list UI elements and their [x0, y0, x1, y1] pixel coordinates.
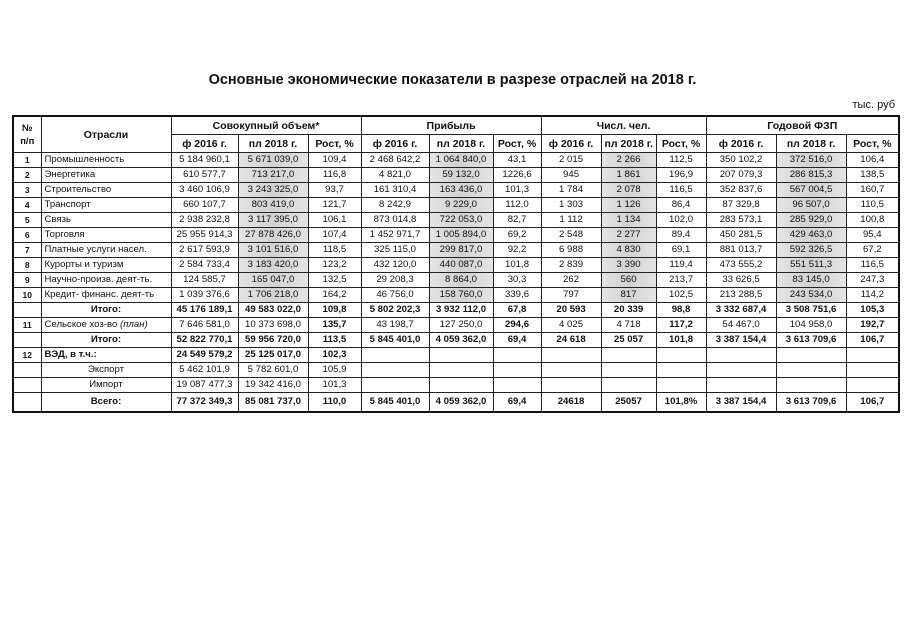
row-number: 8 [13, 258, 41, 273]
value-cell: 109,8 [308, 303, 361, 318]
value-cell: 69,2 [493, 228, 541, 243]
value-cell: 4 718 [601, 318, 656, 333]
sector-label: Транспорт [44, 199, 91, 210]
value-cell: 4 821,0 [361, 168, 429, 183]
value-cell: 1 303 [541, 198, 601, 213]
value-cell: 104 958,0 [776, 318, 846, 333]
value-cell [776, 348, 846, 363]
sector-name [41, 363, 171, 378]
value-cell: 101,3 [308, 378, 361, 393]
value-cell: 46 756,0 [361, 288, 429, 303]
table-row [13, 168, 899, 183]
value-cell: 3 932 112,0 [429, 303, 493, 318]
value-cell: 116,5 [846, 258, 899, 273]
value-cell: 5 462 101,9 [171, 363, 238, 378]
value-cell: 43 198,7 [361, 318, 429, 333]
value-cell: 52 822 770,1 [171, 333, 238, 348]
value-cell: 163 436,0 [429, 183, 493, 198]
sector-name [41, 348, 171, 363]
sector-label: Промышленность [44, 154, 125, 165]
value-cell: 118,5 [308, 243, 361, 258]
value-cell: 85 081 737,0 [238, 393, 308, 413]
sector-name [41, 378, 171, 393]
value-cell [656, 348, 706, 363]
subheader-growth: Рост, % [846, 135, 899, 153]
value-cell: 5 782 601,0 [238, 363, 308, 378]
value-cell: 2 468 642,2 [361, 153, 429, 168]
value-cell: 25057 [601, 393, 656, 413]
value-cell: 3 387 154,4 [706, 393, 776, 413]
value-cell: 5 184 960,1 [171, 153, 238, 168]
value-cell: 817 [601, 288, 656, 303]
value-cell [656, 378, 706, 393]
value-cell: 158 760,0 [429, 288, 493, 303]
table-row [13, 318, 899, 333]
table-row [13, 183, 899, 198]
value-cell: 106,7 [846, 393, 899, 413]
value-cell: 2 015 [541, 153, 601, 168]
value-cell [429, 378, 493, 393]
value-cell: 3 460 106,9 [171, 183, 238, 198]
units-label: тыс. руб [852, 99, 895, 111]
value-cell: 286 815,3 [776, 168, 846, 183]
value-cell: 20 593 [541, 303, 601, 318]
value-cell: 610 577,7 [171, 168, 238, 183]
table-body [13, 153, 899, 413]
value-cell: 25 125 017,0 [238, 348, 308, 363]
value-cell [541, 348, 601, 363]
sector-name [41, 168, 171, 183]
value-cell: 722 053,0 [429, 213, 493, 228]
value-cell: 19 087 477,3 [171, 378, 238, 393]
table-row [13, 363, 899, 378]
value-cell: 117,2 [656, 318, 706, 333]
value-cell: 29 208,3 [361, 273, 429, 288]
value-cell [601, 363, 656, 378]
indicators-table [12, 115, 900, 413]
value-cell: 803 419,0 [238, 198, 308, 213]
value-cell: 3 101 516,0 [238, 243, 308, 258]
sector-name [41, 288, 171, 303]
value-cell: 5 671 039,0 [238, 153, 308, 168]
value-cell: 432 120,0 [361, 258, 429, 273]
document-title: Основные экономические показатели в разрезе отраслей на 2018 г. [208, 72, 697, 88]
value-cell: 69,1 [656, 243, 706, 258]
sector-label: Итого: [90, 304, 122, 315]
value-cell [846, 363, 899, 378]
sector-name [41, 213, 171, 228]
value-cell: 3 613 709,6 [776, 393, 846, 413]
value-cell: 299 817,0 [429, 243, 493, 258]
value-cell [361, 363, 429, 378]
value-cell [776, 363, 846, 378]
sector-label: Всего: [90, 396, 122, 407]
value-cell: 69,4 [493, 393, 541, 413]
value-cell: 6 988 [541, 243, 601, 258]
sector-label: Научно-произв. деят-ть. [44, 274, 153, 285]
value-cell: 67,8 [493, 303, 541, 318]
value-cell: 352 837,6 [706, 183, 776, 198]
value-cell: 4 059 362,0 [429, 333, 493, 348]
value-cell: 127 250,0 [429, 318, 493, 333]
value-cell: 112,0 [493, 198, 541, 213]
value-cell: 82,7 [493, 213, 541, 228]
value-cell: 160,7 [846, 183, 899, 198]
value-cell: 138,5 [846, 168, 899, 183]
value-cell: 116,5 [656, 183, 706, 198]
header-num: № п/п [13, 116, 41, 153]
row-number: 1 [13, 153, 41, 168]
value-cell: 25 057 [601, 333, 656, 348]
header-group-payroll: Годовой ФЗП [706, 116, 899, 135]
row-number: 2 [13, 168, 41, 183]
header-group-profit: Прибыль [361, 116, 541, 135]
value-cell: 4 059 362,0 [429, 393, 493, 413]
value-cell: 7 646 581,0 [171, 318, 238, 333]
row-number [13, 363, 41, 378]
sector-name [41, 243, 171, 258]
subheader-plan-2018: пл 2018 г. [429, 135, 493, 153]
value-cell [429, 363, 493, 378]
value-cell: 92,2 [493, 243, 541, 258]
value-cell: 121,7 [308, 198, 361, 213]
value-cell: 165 047,0 [238, 273, 308, 288]
value-cell: 116,8 [308, 168, 361, 183]
sector-name [41, 333, 171, 348]
value-cell: 161 310,4 [361, 183, 429, 198]
value-cell: 24 549 579,2 [171, 348, 238, 363]
value-cell: 25 955 914,3 [171, 228, 238, 243]
row-number: 4 [13, 198, 41, 213]
subheader-plan-2018: пл 2018 г. [776, 135, 846, 153]
header-group-volume: Совокупный объем* [171, 116, 361, 135]
value-cell: 106,1 [308, 213, 361, 228]
value-cell: 3 508 751,6 [776, 303, 846, 318]
value-cell: 797 [541, 288, 601, 303]
value-cell: 106,4 [846, 153, 899, 168]
value-cell: 105,3 [846, 303, 899, 318]
sector-name [41, 198, 171, 213]
table-row [13, 213, 899, 228]
sector-name [41, 228, 171, 243]
value-cell: 2 277 [601, 228, 656, 243]
value-cell: 1226,6 [493, 168, 541, 183]
value-cell [361, 348, 429, 363]
sector-name [41, 273, 171, 288]
value-cell: 110,5 [846, 198, 899, 213]
value-cell [706, 363, 776, 378]
value-cell: 49 583 022,0 [238, 303, 308, 318]
value-cell [601, 378, 656, 393]
value-cell [541, 378, 601, 393]
value-cell: 567 004,5 [776, 183, 846, 198]
value-cell [846, 348, 899, 363]
value-cell: 560 [601, 273, 656, 288]
sector-label: Платные услуги насел. [44, 244, 147, 255]
row-number: 11 [13, 318, 41, 333]
sector-name [41, 153, 171, 168]
sector-label: ВЭД, в т.ч.: [44, 349, 97, 360]
value-cell: 1 706 218,0 [238, 288, 308, 303]
value-cell: 59 132,0 [429, 168, 493, 183]
value-cell [656, 363, 706, 378]
sector-note: (план) [120, 319, 148, 330]
value-cell: 1 005 894,0 [429, 228, 493, 243]
value-cell: 213 288,5 [706, 288, 776, 303]
table-row [13, 258, 899, 273]
sector-name [41, 393, 171, 413]
value-cell: 33 626,5 [706, 273, 776, 288]
value-cell: 3 117 395,0 [238, 213, 308, 228]
value-cell: 1 134 [601, 213, 656, 228]
row-number: 7 [13, 243, 41, 258]
value-cell: 20 339 [601, 303, 656, 318]
value-cell: 592 326,5 [776, 243, 846, 258]
value-cell: 551 511,3 [776, 258, 846, 273]
value-cell: 101,8% [656, 393, 706, 413]
value-cell: 67,2 [846, 243, 899, 258]
value-cell: 83 145,0 [776, 273, 846, 288]
value-cell: 8 864,0 [429, 273, 493, 288]
value-cell: 473 555,2 [706, 258, 776, 273]
table-row [13, 393, 899, 413]
value-cell: 294,6 [493, 318, 541, 333]
row-number: 3 [13, 183, 41, 198]
value-cell: 283 573,1 [706, 213, 776, 228]
value-cell: 1 039 376,6 [171, 288, 238, 303]
value-cell: 196,9 [656, 168, 706, 183]
sector-name [41, 303, 171, 318]
value-cell: 24 618 [541, 333, 601, 348]
value-cell: 350 102,2 [706, 153, 776, 168]
value-cell: 5 845 401,0 [361, 333, 429, 348]
value-cell: 372 516,0 [776, 153, 846, 168]
value-cell: 2 617 593,9 [171, 243, 238, 258]
row-number: 10 [13, 288, 41, 303]
value-cell: 3 387 154,4 [706, 333, 776, 348]
value-cell: 713 217,0 [238, 168, 308, 183]
value-cell: 109,4 [308, 153, 361, 168]
value-cell: 2 584 733,4 [171, 258, 238, 273]
value-cell: 9 229,0 [429, 198, 493, 213]
value-cell: 96 507,0 [776, 198, 846, 213]
value-cell [429, 348, 493, 363]
value-cell: 27 878 426,0 [238, 228, 308, 243]
row-number: 6 [13, 228, 41, 243]
value-cell: 1 064 840,0 [429, 153, 493, 168]
table-row [13, 273, 899, 288]
value-cell: 93,7 [308, 183, 361, 198]
sector-label: Строительство [44, 184, 112, 195]
sector-label: Итого: [90, 334, 122, 345]
value-cell [776, 378, 846, 393]
row-number [13, 378, 41, 393]
value-cell: 3 332 687,4 [706, 303, 776, 318]
value-cell: 873 014,8 [361, 213, 429, 228]
value-cell: 114,2 [846, 288, 899, 303]
value-cell: 3 613 709,6 [776, 333, 846, 348]
value-cell: 69,4 [493, 333, 541, 348]
value-cell: 1 126 [601, 198, 656, 213]
value-cell: 339,6 [493, 288, 541, 303]
value-cell: 119,4 [656, 258, 706, 273]
value-cell: 54 467,0 [706, 318, 776, 333]
value-cell: 110,0 [308, 393, 361, 413]
value-cell [601, 348, 656, 363]
subheader-fact-2016: ф 2016 г. [361, 135, 429, 153]
value-cell: 100,8 [846, 213, 899, 228]
value-cell [493, 378, 541, 393]
value-cell: 1 452 971,7 [361, 228, 429, 243]
value-cell [361, 378, 429, 393]
value-cell: 2 266 [601, 153, 656, 168]
value-cell: 243 534,0 [776, 288, 846, 303]
value-cell: 101,8 [493, 258, 541, 273]
subheader-fact-2016: ф 2016 г. [171, 135, 238, 153]
sector-label: Торговля [44, 229, 85, 240]
value-cell: 132,5 [308, 273, 361, 288]
value-cell: 107,4 [308, 228, 361, 243]
value-cell: 3 183 420,0 [238, 258, 308, 273]
value-cell: 164,2 [308, 288, 361, 303]
table-row [13, 303, 899, 318]
value-cell: 43,1 [493, 153, 541, 168]
value-cell: 213,7 [656, 273, 706, 288]
value-cell: 123,2 [308, 258, 361, 273]
header-sector: Отрасли [41, 116, 171, 153]
value-cell: 5 802 202,3 [361, 303, 429, 318]
subheader-growth: Рост, % [308, 135, 361, 153]
subheader-plan-2018: пл 2018 г. [601, 135, 656, 153]
value-cell [541, 363, 601, 378]
row-number: 5 [13, 213, 41, 228]
row-number: 12 [13, 348, 41, 363]
value-cell [706, 348, 776, 363]
value-cell: 945 [541, 168, 601, 183]
value-cell: 3 243 325,0 [238, 183, 308, 198]
table-row [13, 153, 899, 168]
value-cell: 112,5 [656, 153, 706, 168]
value-cell: 45 176 189,1 [171, 303, 238, 318]
sector-label: Курорты и туризм [44, 259, 124, 270]
sector-label: Импорт [89, 379, 123, 390]
value-cell [493, 363, 541, 378]
value-cell: 101,8 [656, 333, 706, 348]
value-cell: 1 784 [541, 183, 601, 198]
value-cell: 4 830 [601, 243, 656, 258]
value-cell: 4 025 [541, 318, 601, 333]
subheader-plan-2018: пл 2018 г. [238, 135, 308, 153]
value-cell: 102,5 [656, 288, 706, 303]
value-cell: 325 115,0 [361, 243, 429, 258]
table-row [13, 378, 899, 393]
value-cell: 102,3 [308, 348, 361, 363]
header-row-groups [13, 116, 899, 135]
value-cell: 881 013,7 [706, 243, 776, 258]
table-row [13, 348, 899, 363]
sector-label: Кредит- финанс. деят-ть [44, 289, 155, 300]
value-cell: 440 087,0 [429, 258, 493, 273]
value-cell: 113,5 [308, 333, 361, 348]
row-number [13, 303, 41, 318]
header-group-headcount: Числ. чел. [541, 116, 706, 135]
value-cell: 1 112 [541, 213, 601, 228]
value-cell: 1 861 [601, 168, 656, 183]
table-row [13, 228, 899, 243]
sector-name [41, 183, 171, 198]
table-row [13, 243, 899, 258]
subheader-growth: Рост, % [656, 135, 706, 153]
value-cell: 8 242,9 [361, 198, 429, 213]
sector-label: Энергетика [44, 169, 96, 180]
value-cell: 285 929,0 [776, 213, 846, 228]
value-cell: 247,3 [846, 273, 899, 288]
value-cell: 2 938 232,8 [171, 213, 238, 228]
value-cell: 86,4 [656, 198, 706, 213]
value-cell: 207 079,3 [706, 168, 776, 183]
value-cell: 262 [541, 273, 601, 288]
value-cell: 89,4 [656, 228, 706, 243]
value-cell: 429 463,0 [776, 228, 846, 243]
value-cell: 192,7 [846, 318, 899, 333]
value-cell: 59 956 720,0 [238, 333, 308, 348]
subheader-fact-2016: ф 2016 г. [541, 135, 601, 153]
value-cell [706, 378, 776, 393]
sector-name [41, 258, 171, 273]
value-cell [493, 348, 541, 363]
sector-label: Экспорт [87, 364, 125, 375]
value-cell: 102,0 [656, 213, 706, 228]
subheader-growth: Рост, % [493, 135, 541, 153]
subheader-fact-2016: ф 2016 г. [706, 135, 776, 153]
value-cell: 87 329,8 [706, 198, 776, 213]
value-cell: 101,3 [493, 183, 541, 198]
value-cell: 5 845 401,0 [361, 393, 429, 413]
value-cell: 660 107,7 [171, 198, 238, 213]
row-number: 9 [13, 273, 41, 288]
table-row [13, 288, 899, 303]
value-cell: 135,7 [308, 318, 361, 333]
value-cell: 105,9 [308, 363, 361, 378]
value-cell: 2 548 [541, 228, 601, 243]
sector-label: Сельское хоз-во [44, 319, 118, 330]
value-cell: 10 373 698,0 [238, 318, 308, 333]
table-row [13, 333, 899, 348]
table-row [13, 198, 899, 213]
value-cell [846, 378, 899, 393]
sector-label: Связь [44, 214, 72, 225]
value-cell: 2 839 [541, 258, 601, 273]
value-cell: 124 585,7 [171, 273, 238, 288]
value-cell: 77 372 349,3 [171, 393, 238, 413]
value-cell: 19 342 416,0 [238, 378, 308, 393]
value-cell: 98,8 [656, 303, 706, 318]
value-cell: 24618 [541, 393, 601, 413]
value-cell: 3 390 [601, 258, 656, 273]
row-number [13, 393, 41, 413]
value-cell: 450 281,5 [706, 228, 776, 243]
value-cell: 30,3 [493, 273, 541, 288]
value-cell: 95,4 [846, 228, 899, 243]
value-cell: 2 078 [601, 183, 656, 198]
row-number [13, 333, 41, 348]
value-cell: 106,7 [846, 333, 899, 348]
sector-name [41, 318, 171, 333]
